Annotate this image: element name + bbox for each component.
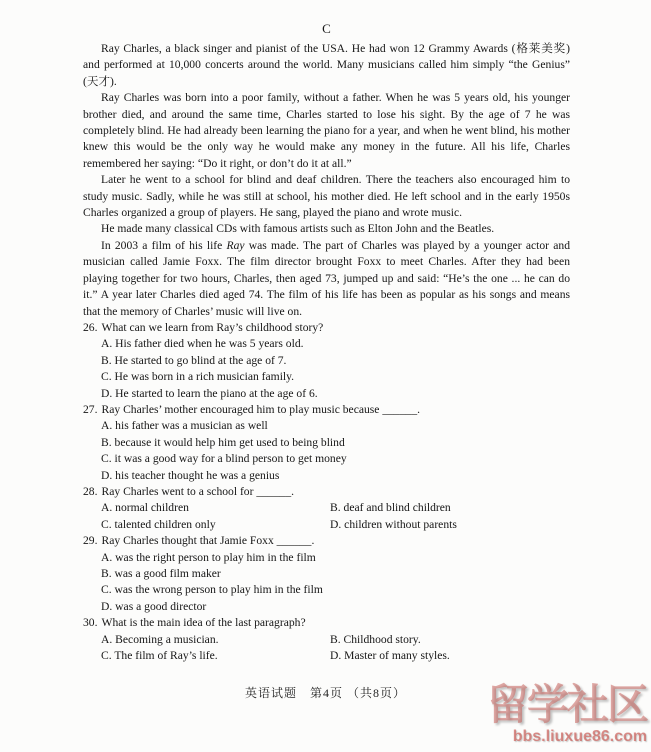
watermark-title: 留学社区 bbox=[486, 680, 647, 728]
question-26-number: 26. bbox=[83, 320, 98, 334]
question-30-stem bbox=[83, 615, 570, 631]
question-29-option-b: B. was a good film maker bbox=[101, 567, 221, 580]
question-30 bbox=[83, 615, 570, 664]
paragraph-5-text-pre: In 2003 a film of his life bbox=[101, 238, 227, 252]
question-29-text: Ray Charles thought that Jamie Foxx ______. bbox=[101, 534, 315, 548]
question-29 bbox=[83, 533, 570, 615]
question-28-option-b: B. deaf and blind children bbox=[330, 501, 451, 515]
question-30-option-b: B. Childhood story. bbox=[330, 632, 421, 646]
section-label: C bbox=[322, 21, 331, 36]
question-30-option-d: D. Master of many styles. bbox=[330, 649, 450, 663]
paragraph-5-text-post: was made. The part of Charles was played by a younger actor and musician called Jamie Foxx. The film director brought Foxx to meet Charles. After they had been playing together for two hours, Charles, then aged 73, jumped up and said: “He’s the one ... he can do it.” A year later Charles died aged 74. The film of his life has been as popular as his songs and means that the memory of Charles’ music will live on. bbox=[83, 238, 570, 318]
question-28-stem bbox=[83, 484, 570, 500]
passage-paragraph-1: Ray Charles, a black singer and pianist of the USA. He had won 12 Grammy Awards (格莱美奖) and performed at 10,000 concerts around the world. Many musicians called him simply “the Genius” (天才). bbox=[83, 42, 570, 88]
question-27-option-d: D. his teacher thought he was a genius bbox=[101, 468, 280, 482]
film-title-italic: Ray bbox=[226, 238, 245, 252]
question-27-option-b: B. because it would help him get used to being blind bbox=[101, 435, 345, 449]
question-28-option-d: D. children without parents bbox=[330, 517, 457, 531]
question-27-option-c: C. it was a good way for a blind person to get money bbox=[101, 452, 347, 466]
question-28-number: 28. bbox=[83, 484, 98, 498]
question-30-number: 30. bbox=[83, 616, 98, 630]
question-29-option-d: D. was a good director bbox=[101, 599, 207, 613]
question-29-option-a: A. was the right person to play him in the film bbox=[101, 550, 316, 564]
question-30-option-a: A. Becoming a musician. bbox=[101, 632, 219, 646]
question-26-stem bbox=[83, 320, 570, 336]
question-26-option-d: D. He started to learn the piano at the age of 6. bbox=[101, 386, 318, 400]
question-27-stem bbox=[83, 402, 570, 418]
question-26-option-b: B. He started to go blind at the age of 7. bbox=[101, 353, 287, 367]
passage-paragraph-4: He made many classical CDs with famous artists such as Elton John and the Beatles. bbox=[101, 222, 495, 236]
question-28 bbox=[83, 484, 570, 533]
exam-content bbox=[83, 20, 570, 664]
passage-paragraph-3: Later he went to a school for blind and deaf children. There the teachers also encouraged him to study music. Sadly, while he was still at school, his mother died. He left school and in the early 1950s Charles organized a group of players. He sang, played the piano and wrote music. bbox=[83, 173, 570, 220]
question-29-number: 29. bbox=[83, 534, 98, 548]
question-28-option-row-2 bbox=[83, 517, 570, 533]
question-29-option-c: C. was the wrong person to play him in the film bbox=[101, 583, 323, 597]
question-27 bbox=[83, 402, 570, 484]
question-29-stem bbox=[83, 533, 570, 549]
question-30-text: What is the main idea of the last paragraph? bbox=[101, 616, 306, 630]
watermark-site-url: bbs.liuxue86.com bbox=[512, 728, 647, 745]
question-28-option-c: C. talented children only bbox=[101, 517, 216, 531]
question-27-option-a: A. his father was a musician as well bbox=[101, 419, 268, 433]
question-27-number: 27. bbox=[83, 402, 98, 416]
question-30-option-row-2 bbox=[83, 648, 570, 664]
question-30-option-row-1 bbox=[83, 632, 570, 648]
question-26-option-c: C. He was born in a rich musician family. bbox=[101, 370, 295, 384]
question-26-option-a: A. His father died when he was 5 years old. bbox=[101, 337, 304, 351]
passage-paragraph-2: Ray Charles was born into a poor family, without a father. When he was 5 years old, his younger brother died, and around the same time, Charles started to lose his sight. By the age of 7 he was completely blind. He had already been learning the piano for a year, and when he went blind, his mother knew this would be the only way he would make any money in the future. All his life, Charles remembered her saying: “Do it right, or don’t do it at all.” bbox=[83, 91, 570, 170]
passage-paragraph-5 bbox=[83, 238, 570, 320]
question-30-option-c: C. The film of Ray’s life. bbox=[101, 649, 218, 663]
question-26 bbox=[83, 320, 570, 402]
question-27-text: Ray Charles’ mother encouraged him to play music because ______. bbox=[101, 402, 421, 416]
question-26-text: What can we learn from Ray’s childhood story? bbox=[101, 320, 324, 334]
question-28-option-row-1 bbox=[83, 500, 570, 516]
question-28-text: Ray Charles went to a school for ______. bbox=[101, 484, 295, 498]
question-28-option-a: A. normal children bbox=[101, 501, 189, 515]
page-footer: 英语试题 第4页 （共8页） bbox=[244, 686, 406, 700]
